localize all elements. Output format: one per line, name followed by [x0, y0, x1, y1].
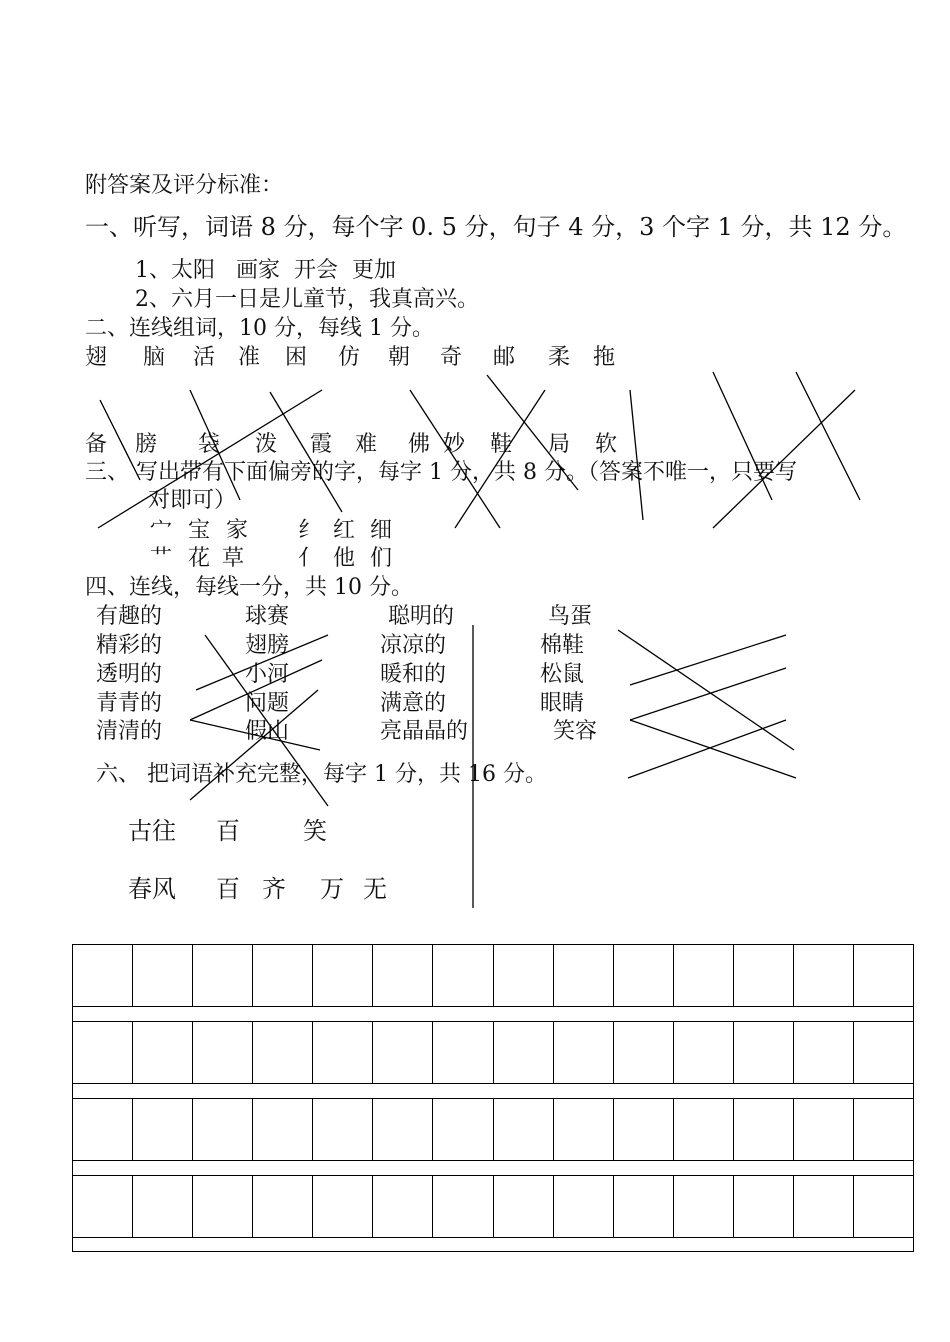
col4-word: 棉鞋: [540, 633, 585, 658]
bottom-char: 局: [548, 432, 571, 457]
section-4-title: 四、连线，每线一分，共 10 分。: [85, 575, 413, 600]
section-1-title: 一、听写，词语 8 分，每个字 0. 5 分，句子 4 分，3 个字 1 分，共 12 分。: [85, 213, 907, 241]
grid-cell[interactable]: [132, 1099, 192, 1160]
grid-cell[interactable]: [132, 1176, 192, 1237]
grid-cell[interactable]: [553, 1099, 613, 1160]
connector-line: [630, 668, 786, 720]
grid-spacer: [72, 1083, 914, 1098]
grid-cell[interactable]: [372, 945, 432, 1006]
grid-spacer: [72, 1237, 914, 1252]
grid-spacer: [72, 1006, 914, 1021]
grid-cell[interactable]: [733, 945, 793, 1006]
section-3-title-cont: 对即可）: [148, 488, 237, 513]
radical: 艹: [150, 546, 173, 571]
col2-word: 翅膀: [245, 633, 290, 658]
grid-spacer: [72, 1160, 914, 1175]
writing-grid: [72, 944, 914, 1252]
grid-cell[interactable]: [192, 1176, 252, 1237]
grid-cell[interactable]: [553, 1176, 613, 1237]
col4-word: 笑容: [553, 719, 598, 744]
grid-row: [72, 944, 914, 1006]
grid-cell[interactable]: [613, 1022, 673, 1083]
bottom-char: 膀: [135, 432, 158, 457]
col1-word: 精彩的: [96, 633, 163, 658]
connector-line: [630, 390, 643, 520]
grid-cell[interactable]: [312, 1099, 372, 1160]
top-char: 邮: [493, 345, 516, 370]
grid-cell[interactable]: [793, 945, 853, 1006]
connector-line: [630, 720, 796, 778]
idiom-word: 笑: [303, 817, 327, 845]
grid-cell[interactable]: [432, 1176, 492, 1237]
grid-cell[interactable]: [793, 1022, 853, 1083]
top-char: 柔: [548, 345, 571, 370]
grid-cell[interactable]: [73, 1176, 132, 1237]
top-char: 奇: [440, 345, 463, 370]
col4-word: 松鼠: [540, 662, 585, 687]
col1-word: 有趣的: [96, 604, 163, 629]
idiom-word: 无: [363, 875, 387, 903]
bottom-char: 泼: [255, 432, 278, 457]
grid-cell[interactable]: [132, 945, 192, 1006]
connector-line: [630, 635, 786, 685]
col1-word: 清清的: [96, 719, 163, 744]
col2-word: 球赛: [245, 604, 290, 629]
radical-char: 他: [333, 546, 356, 571]
grid-cell[interactable]: [432, 1099, 492, 1160]
grid-cell[interactable]: [673, 1176, 733, 1237]
grid-cell[interactable]: [252, 1099, 312, 1160]
grid-cell[interactable]: [252, 945, 312, 1006]
top-char: 仿: [338, 345, 361, 370]
top-char: 困: [285, 345, 308, 370]
grid-row: [72, 1021, 914, 1083]
radical-char: 们: [370, 546, 393, 571]
grid-cell[interactable]: [312, 1176, 372, 1237]
grid-cell[interactable]: [733, 1022, 793, 1083]
grid-cell[interactable]: [73, 1099, 132, 1160]
col4-word: 眼睛: [540, 691, 585, 716]
answer-heading: 附答案及评分标准：: [85, 173, 284, 198]
col3-word: 聪明的: [388, 604, 455, 629]
radical: 亻: [298, 546, 321, 571]
grid-cell[interactable]: [853, 1099, 913, 1160]
connector-line: [455, 390, 545, 528]
section-1-sentence: 2、六月一日是儿童节，我真高兴。: [135, 287, 479, 312]
grid-cell[interactable]: [553, 1022, 613, 1083]
radical-char: 细: [370, 518, 393, 543]
top-char: 朝: [388, 345, 411, 370]
bottom-char: 鞋: [490, 432, 513, 457]
col3-word: 满意的: [380, 691, 447, 716]
radical-char: 草: [222, 546, 245, 571]
col2-word: 问题: [245, 691, 290, 716]
grid-cell[interactable]: [73, 1022, 132, 1083]
grid-row: [72, 1175, 914, 1237]
grid-cell[interactable]: [793, 1176, 853, 1237]
col1-word: 青青的: [96, 691, 163, 716]
connector-line: [796, 372, 860, 500]
radical: 宀: [150, 518, 173, 543]
grid-cell[interactable]: [613, 945, 673, 1006]
grid-cell[interactable]: [793, 1099, 853, 1160]
grid-cell[interactable]: [312, 945, 372, 1006]
col3-word: 凉凉的: [380, 633, 447, 658]
bottom-char: 难: [355, 432, 378, 457]
grid-cell[interactable]: [493, 1099, 553, 1160]
radical-char: 家: [226, 518, 249, 543]
col3-word: 亮晶晶的: [380, 719, 469, 744]
col2-word: 假山: [245, 719, 290, 744]
section-1-words: 1、太阳 画家 开会 更加: [135, 258, 396, 283]
grid-cell[interactable]: [673, 945, 733, 1006]
top-char: 活: [193, 345, 216, 370]
grid-cell[interactable]: [372, 1022, 432, 1083]
grid-cell[interactable]: [673, 1099, 733, 1160]
top-char: 翅: [85, 345, 108, 370]
grid-cell[interactable]: [673, 1022, 733, 1083]
radical-char: 红: [333, 518, 356, 543]
grid-cell[interactable]: [192, 1099, 252, 1160]
grid-cell[interactable]: [73, 945, 132, 1006]
grid-cell[interactable]: [312, 1022, 372, 1083]
grid-cell[interactable]: [853, 1176, 913, 1237]
grid-cell[interactable]: [613, 1099, 673, 1160]
grid-cell[interactable]: [372, 1099, 432, 1160]
connector-line: [410, 390, 500, 528]
col2-word: 小河: [245, 662, 290, 687]
grid-cell[interactable]: [853, 1022, 913, 1083]
bottom-char: 霞: [310, 432, 333, 457]
col4-word: 鸟蛋: [548, 604, 593, 629]
idiom-word: 百: [216, 875, 240, 903]
grid-cell[interactable]: [853, 945, 913, 1006]
bottom-char: 妙: [443, 432, 466, 457]
grid-cell[interactable]: [432, 1022, 492, 1083]
connector-line: [628, 720, 786, 778]
grid-cell[interactable]: [432, 945, 492, 1006]
bottom-char: 佛: [408, 432, 431, 457]
grid-cell[interactable]: [733, 1176, 793, 1237]
grid-cell[interactable]: [132, 1022, 192, 1083]
col1-word: 透明的: [96, 662, 163, 687]
top-char: 拖: [593, 345, 616, 370]
idiom-word: 古往: [128, 817, 176, 845]
grid-cell[interactable]: [192, 945, 252, 1006]
top-char: 准: [238, 345, 261, 370]
grid-cell[interactable]: [553, 945, 613, 1006]
connector-line: [713, 390, 855, 528]
section-2-title: 二、连线组词，10 分，每线 1 分。: [85, 316, 434, 341]
radical-char: 宝: [188, 518, 211, 543]
grid-cell[interactable]: [252, 1022, 312, 1083]
radical: 纟: [298, 518, 321, 543]
top-char: 脑: [143, 345, 166, 370]
grid-cell[interactable]: [252, 1176, 312, 1237]
bottom-char: 袋: [198, 432, 221, 457]
grid-cell[interactable]: [493, 1176, 553, 1237]
bottom-char: 备: [85, 432, 108, 457]
idiom-word: 万: [320, 875, 344, 903]
section-3-title: 三、 写出带有下面偏旁的字，每字 1 分，共 8 分。（答案不唯一，只要写: [85, 460, 797, 485]
radical-char: 花: [188, 546, 211, 571]
grid-cell[interactable]: [192, 1022, 252, 1083]
grid-cell[interactable]: [372, 1176, 432, 1237]
connector-line: [618, 630, 794, 750]
grid-row: [72, 1098, 914, 1160]
idiom-word: 齐: [262, 875, 286, 903]
col3-word: 暖和的: [380, 662, 447, 687]
idiom-word: 百: [216, 817, 240, 845]
grid-cell[interactable]: [493, 945, 553, 1006]
grid-cell[interactable]: [613, 1176, 673, 1237]
idiom-word: 春风: [128, 875, 176, 903]
section-6-title: 六、 把词语补充完整，每字 1 分，共 16 分。: [96, 762, 547, 787]
grid-cell[interactable]: [733, 1099, 793, 1160]
grid-cell[interactable]: [493, 1022, 553, 1083]
bottom-char: 软: [595, 432, 618, 457]
